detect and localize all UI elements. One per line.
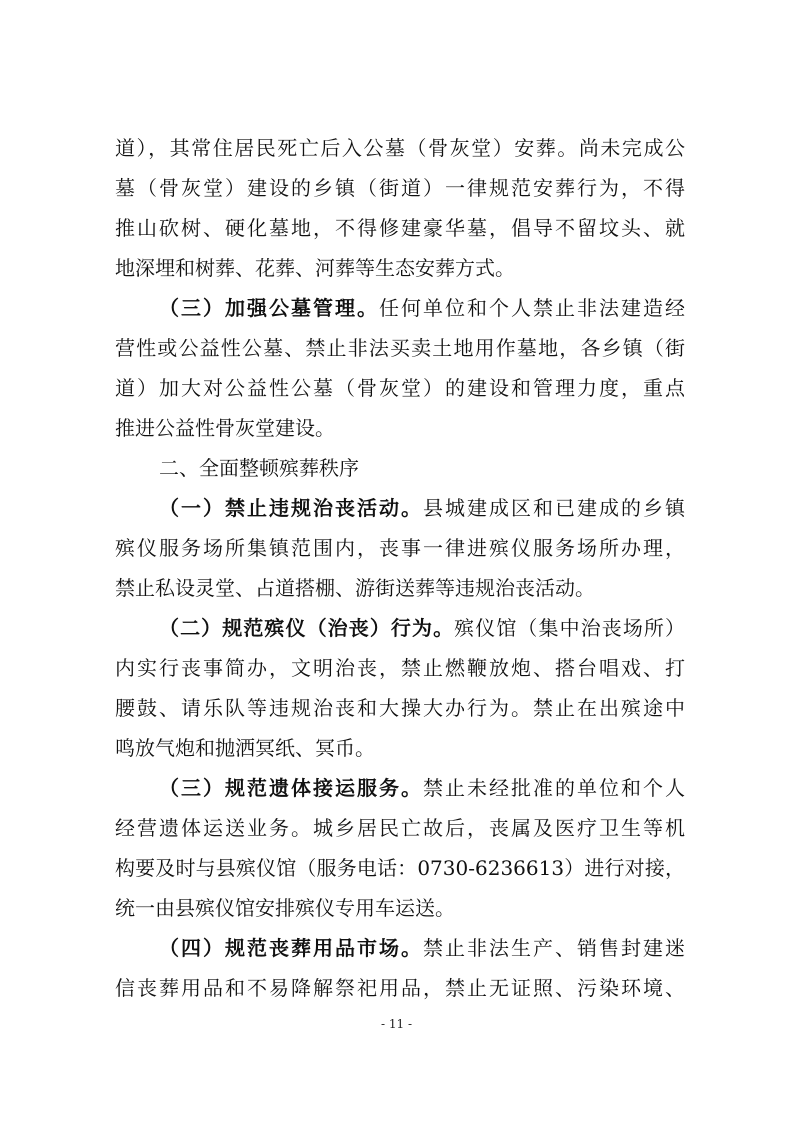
- text-line: 经营遗体运送业务。城乡居民亡故后，丧属及医疗卫生等机: [115, 816, 685, 840]
- body-text: [115, 128, 685, 1008]
- paragraph-remains-transport: [115, 768, 685, 928]
- text-line: [115, 288, 685, 328]
- text-line: [115, 488, 685, 528]
- paragraph-funeral-conduct: [115, 608, 685, 768]
- text-line: 营性或公益性公墓、禁止非法买卖土地用作墓地，各乡镇（街: [115, 336, 685, 360]
- paragraph-burial-continuation: [115, 128, 685, 288]
- text-line: 禁止私设灵堂、占道搭棚、游街送葬等违规治丧活动。: [115, 576, 595, 600]
- text-line: 腰鼓、请乐队等违规治丧和大操大办行为。禁止在出殡途中: [115, 696, 685, 720]
- text-line: 推山砍树、硬化墓地，不得修建豪华墓，倡导不留坟头、就: [115, 216, 685, 240]
- text-line: 鸣放气炮和抛洒冥纸、冥币。: [115, 736, 375, 760]
- section-heading: 二、全面整顿殡葬秩序: [159, 456, 359, 480]
- text-line: 推进公益性骨灰堂建设。: [115, 416, 335, 440]
- text-span: 任何单位和个人禁止非法建造经: [379, 296, 685, 320]
- text-line: [115, 768, 685, 808]
- paragraph-funeral-supplies-market: [115, 928, 685, 1008]
- text-span: 禁止未经批准的单位和个人: [423, 776, 685, 800]
- text-line: 墓（骨灰堂）建设的乡镇（街道）一律规范安葬行为，不得: [115, 176, 685, 200]
- text-span: 县城建成区和已建成的乡镇: [423, 496, 685, 520]
- text-line: 地深埋和树葬、花葬、河葬等生态安葬方式。: [115, 256, 515, 280]
- text-line: 殡仪服务场所集镇范围内，丧事一律进殡仪服务场所办理，: [115, 536, 685, 560]
- text-line: 道），其常住居民死亡后入公墓（骨灰堂）安葬。尚未完成公: [115, 136, 685, 160]
- text-span: 殡仪馆（集中治丧场所）: [454, 616, 685, 640]
- text-line: [115, 928, 685, 968]
- paragraph-cemetery-management: [115, 288, 685, 448]
- text-span: 禁止非法生产、销售封建迷: [423, 936, 685, 960]
- text-line: 构要及时与县殡仪馆（服务电话：0730-6236613）进行对接，: [115, 856, 685, 880]
- paragraph-funeral-activities: [115, 488, 685, 608]
- paragraph-heading: （二）规范殡仪（治丧）行为。: [159, 616, 455, 640]
- text-line: 信丧葬用品和不易降解祭祀用品，禁止无证照、污染环境、: [115, 976, 685, 1000]
- paragraph-heading: （四）规范丧葬用品市场。: [159, 936, 423, 960]
- paragraph-heading: （三）规范遗体接运服务。: [159, 776, 423, 800]
- text-line: 道）加大对公益性公墓（骨灰堂）的建设和管理力度，重点: [115, 376, 685, 400]
- text-line: 内实行丧事简办，文明治丧，禁止燃鞭放炮、搭台唱戏、打: [115, 656, 685, 680]
- page-number: - 11 -: [380, 1017, 412, 1031]
- paragraph-heading: （一）禁止违规治丧活动。: [159, 496, 423, 520]
- text-line: [115, 608, 685, 648]
- paragraph-heading: （三）加强公墓管理。: [159, 296, 379, 320]
- text-line: 统一由县殡仪馆安排殡仪专用车运送。: [115, 896, 455, 920]
